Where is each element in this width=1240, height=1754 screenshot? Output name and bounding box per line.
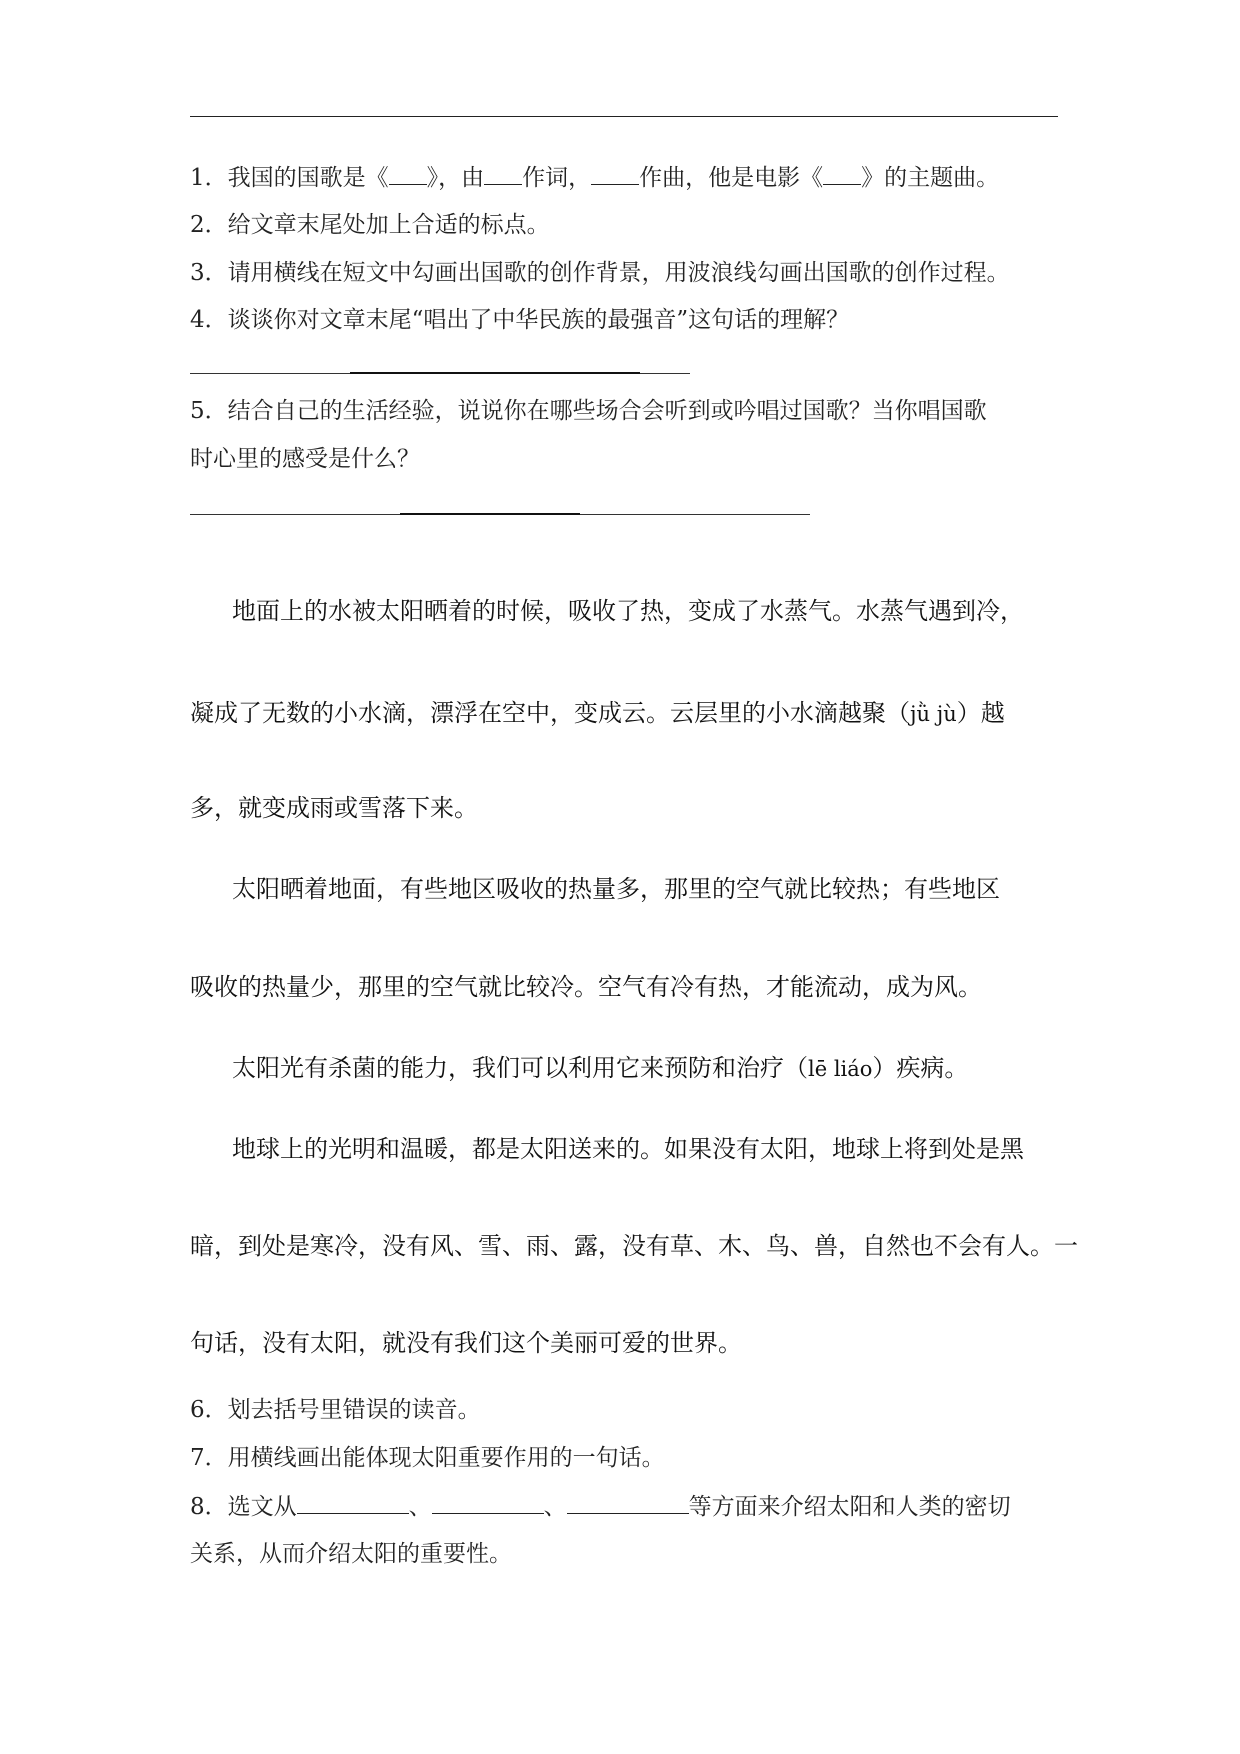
question-2: 2．给文章末尾处加上合适的标点。 xyxy=(190,212,550,238)
fill-blank[interactable] xyxy=(389,162,427,185)
answer-line[interactable] xyxy=(580,514,810,515)
answer-line[interactable] xyxy=(190,514,400,515)
question-6: 6．划去括号里错误的读音。 xyxy=(190,1397,481,1423)
answer-line[interactable] xyxy=(400,513,580,515)
passage-line: 暗，到处是寒冷，没有风、雪、雨、露，没有草、木、鸟、兽，自然也不会有人。一 xyxy=(190,1232,1078,1260)
passage-line: 吸收的热量少，那里的空气就比较冷。空气有冷有热，才能流动，成为风。 xyxy=(190,973,982,1001)
fill-blank[interactable] xyxy=(823,162,861,185)
question-number: 3． xyxy=(190,260,228,286)
question-5-continued: 时心里的感受是什么？ xyxy=(190,446,420,472)
question-number: 8． xyxy=(190,1494,228,1520)
passage-line: 地球上的光明和温暖，都是太阳送来的。如果没有太阳，地球上将到处是黑 xyxy=(232,1135,1024,1163)
passage-line: 多，就变成雨或雪落下来。 xyxy=(190,794,478,822)
passage-line: 地面上的水被太阳晒着的时候，吸收了热，变成了水蒸气。水蒸气遇到冷， xyxy=(232,597,1024,625)
question-number: 4． xyxy=(190,307,228,333)
question-1: 1．我国的国歌是《 》，由 作词， 作曲，他是电影《 》的主题曲。 xyxy=(190,162,999,193)
pinyin-options: jǜ jù xyxy=(910,702,957,726)
passage-line: 太阳晒着地面，有些地区吸收的热量多，那里的空气就比较热；有些地区 xyxy=(232,875,1000,903)
question-8-continued: 关系，从而介绍太阳的重要性。 xyxy=(190,1541,512,1567)
fill-blank[interactable] xyxy=(297,1491,409,1514)
top-divider xyxy=(190,116,1058,117)
passage-line: 句话，没有太阳，就没有我们这个美丽可爱的世界。 xyxy=(190,1329,742,1357)
question-7: 7．用横线画出能体现太阳重要作用的一句话。 xyxy=(190,1445,665,1471)
answer-line[interactable] xyxy=(350,372,640,374)
question-3: 3．请用横线在短文中勾画出国歌的创作背景，用波浪线勾画出国歌的创作过程。 xyxy=(190,260,1010,286)
pinyin-options: lē liáo xyxy=(808,1057,873,1081)
answer-line[interactable] xyxy=(640,373,690,374)
question-8: 8．选文从 、 、 等方面来介绍太阳和人类的密切 xyxy=(190,1491,1011,1522)
question-number: 5． xyxy=(190,398,228,424)
passage-line: 太阳光有杀菌的能力，我们可以利用它来预防和治疗（lē liáo）疾病。 xyxy=(232,1054,969,1082)
question-number: 1． xyxy=(190,165,228,191)
answer-line[interactable] xyxy=(190,373,350,374)
question-4: 4．谈谈你对文章末尾“唱出了中华民族的最强音”这句话的理解？ xyxy=(190,307,850,333)
passage-line: 凝成了无数的小水滴，漂浮在空中，变成云。云层里的小水滴越聚（jǜ jù）越 xyxy=(190,699,1005,727)
fill-blank[interactable] xyxy=(484,162,522,185)
fill-blank[interactable] xyxy=(432,1491,544,1514)
fill-blank[interactable] xyxy=(591,162,639,185)
question-5: 5．结合自己的生活经验，说说你在哪些场合会听到或吟唱过国歌？当你唱国歌 xyxy=(190,398,987,424)
question-number: 6． xyxy=(190,1397,228,1423)
fill-blank[interactable] xyxy=(567,1491,689,1514)
question-number: 7． xyxy=(190,1445,228,1471)
question-number: 2． xyxy=(190,212,228,238)
